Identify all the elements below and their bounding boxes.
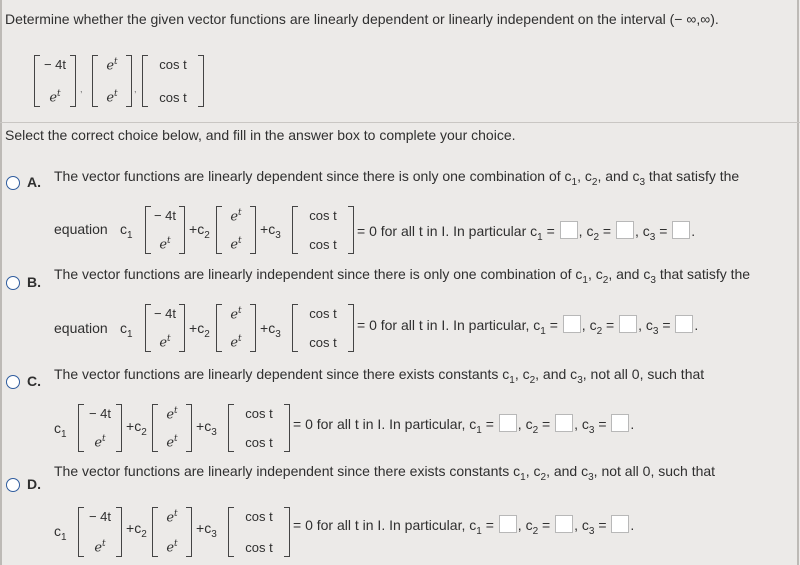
given-vector-3 xyxy=(142,55,204,107)
instruction-text: Select the correct choice below, and fill in the answer box to complete your choice. xyxy=(5,127,516,143)
choice-b-c2: $+c_2$ xyxy=(189,320,210,340)
radio-choice-a[interactable] xyxy=(6,176,20,190)
radio-choice-b[interactable] xyxy=(6,276,20,290)
choice-a-c3: $+c_3$ xyxy=(260,221,281,241)
choice-d-c3-input[interactable] xyxy=(611,515,629,533)
vector-1-top: − 4t xyxy=(43,57,67,72)
divider-top xyxy=(0,122,800,123)
choice-d-answer-line: = 0 for all t in I. In particular, $c_1$ = , $c_2$ = , $c_3$ = . xyxy=(293,517,635,537)
choice-a-statement: The vector functions are linearly dependent since there is only one combination of $c_1$, $c_2$, and $c_3$ that satisfy the xyxy=(54,168,740,188)
choice-c-c1: $c_1$ xyxy=(54,420,67,440)
vector-separator-1: , xyxy=(80,84,83,94)
choice-d-c1-input[interactable] xyxy=(499,515,517,533)
choice-c-c2: $+c_2$ xyxy=(126,418,147,438)
choice-c-statement: The vector functions are linearly dependent since there exists constants $c_1$, $c_2$, and $c_3$, not all 0, such that xyxy=(54,366,705,386)
choice-b-c3: $+c_3$ xyxy=(260,320,281,340)
choice-c-c3: $+c_3$ xyxy=(196,418,217,438)
choice-b-c2-input[interactable] xyxy=(619,315,637,333)
choice-c-c2-input[interactable] xyxy=(555,414,573,432)
choice-a-c2-input[interactable] xyxy=(616,221,634,239)
choice-d-statement: The vector functions are linearly independent since there exists constants $c_1$, $c_2$, and $c_3$, not all 0, such that xyxy=(54,463,716,483)
choice-a-answer-line: = 0 for all t in I. In particular $c_1$ = , $c_2$ = , $c_3$ = . xyxy=(357,223,696,243)
choice-d-letter: D. xyxy=(27,476,41,492)
choice-a-vector-2: $e^t$ $e^t$ xyxy=(216,206,256,254)
choice-a-equation-label: equation xyxy=(54,221,108,237)
choice-d-vector-1: − 4t $e^t$ xyxy=(78,507,122,557)
choice-b-equation-label: equation xyxy=(54,320,108,336)
right-edge-bar xyxy=(797,0,799,565)
choice-b-c1: $c_1$ xyxy=(120,320,133,340)
choice-a-c1-input[interactable] xyxy=(560,221,578,239)
choice-b-vector-3: cos t cos t xyxy=(292,304,354,352)
given-vector-1: − 4t $e^t$ xyxy=(34,55,76,107)
choice-d-vector-2: $e^t$ $e^t$ xyxy=(152,507,192,557)
vector-2-bottom: e xyxy=(106,90,115,105)
vector-3-top: cos t xyxy=(159,57,187,72)
choice-b-c1-input[interactable] xyxy=(563,315,581,333)
choice-d-c1: $c_1$ xyxy=(54,523,67,543)
choice-c-c1-input[interactable] xyxy=(499,414,517,432)
choice-a-vector-1: − 4t $e^t$ xyxy=(145,206,185,254)
choice-c-vector-1: − 4t $e^t$ xyxy=(78,404,122,452)
choice-a-vector-3: cos t cos t xyxy=(292,206,354,254)
vector-3-bottom: cos t xyxy=(159,90,187,105)
choice-d-c2-input[interactable] xyxy=(555,515,573,533)
choice-b-c3-input[interactable] xyxy=(675,315,693,333)
choice-c-vector-3: cos t cos t xyxy=(228,404,290,452)
choice-b-vector-1: − 4t $e^t$ xyxy=(145,304,185,352)
radio-choice-c[interactable] xyxy=(6,375,20,389)
choice-b-statement: The vector functions are linearly independent since there is only one combination of $c_1$, $c_2$, and $c_3$ that satisfy the xyxy=(54,266,751,286)
choice-a-letter: A. xyxy=(27,174,41,190)
choice-c-c3-input[interactable] xyxy=(611,414,629,432)
choice-c-vector-2: $e^t$ $e^t$ xyxy=(152,404,192,452)
choice-d-c3: $+c_3$ xyxy=(196,520,217,540)
choice-c-answer-line: = 0 for all t in I. In particular, $c_1$ = , $c_2$ = , $c_3$ = . xyxy=(293,416,635,436)
choice-b-letter: B. xyxy=(27,274,41,290)
choice-d-vector-3: cos t cos t xyxy=(228,507,290,557)
given-vector-2: $e^t$ $e^t$ xyxy=(92,55,132,107)
choice-a-c3-input[interactable] xyxy=(672,221,690,239)
radio-choice-d[interactable] xyxy=(6,478,20,492)
left-edge-bar xyxy=(0,0,2,565)
choice-d-c2: $+c_2$ xyxy=(126,520,147,540)
choice-a-c1: $c_1$ xyxy=(120,221,133,241)
vector-1-bottom: e xyxy=(49,90,58,105)
choice-c-letter: C. xyxy=(27,373,41,389)
vector-2-top: e xyxy=(106,58,115,74)
vector-separator-2: , xyxy=(134,84,137,94)
question-prompt: Determine whether the given vector functions are linearly dependent or linearly independent on the interval (− ∞,∞). xyxy=(5,11,719,27)
choice-b-vector-2: $e^t$ $e^t$ xyxy=(216,304,256,352)
choice-b-answer-line: = 0 for all t in I. In particular, $c_1$ = , $c_2$ = , $c_3$ = . xyxy=(357,317,699,337)
choice-a-c2: $+c_2$ xyxy=(189,221,210,241)
